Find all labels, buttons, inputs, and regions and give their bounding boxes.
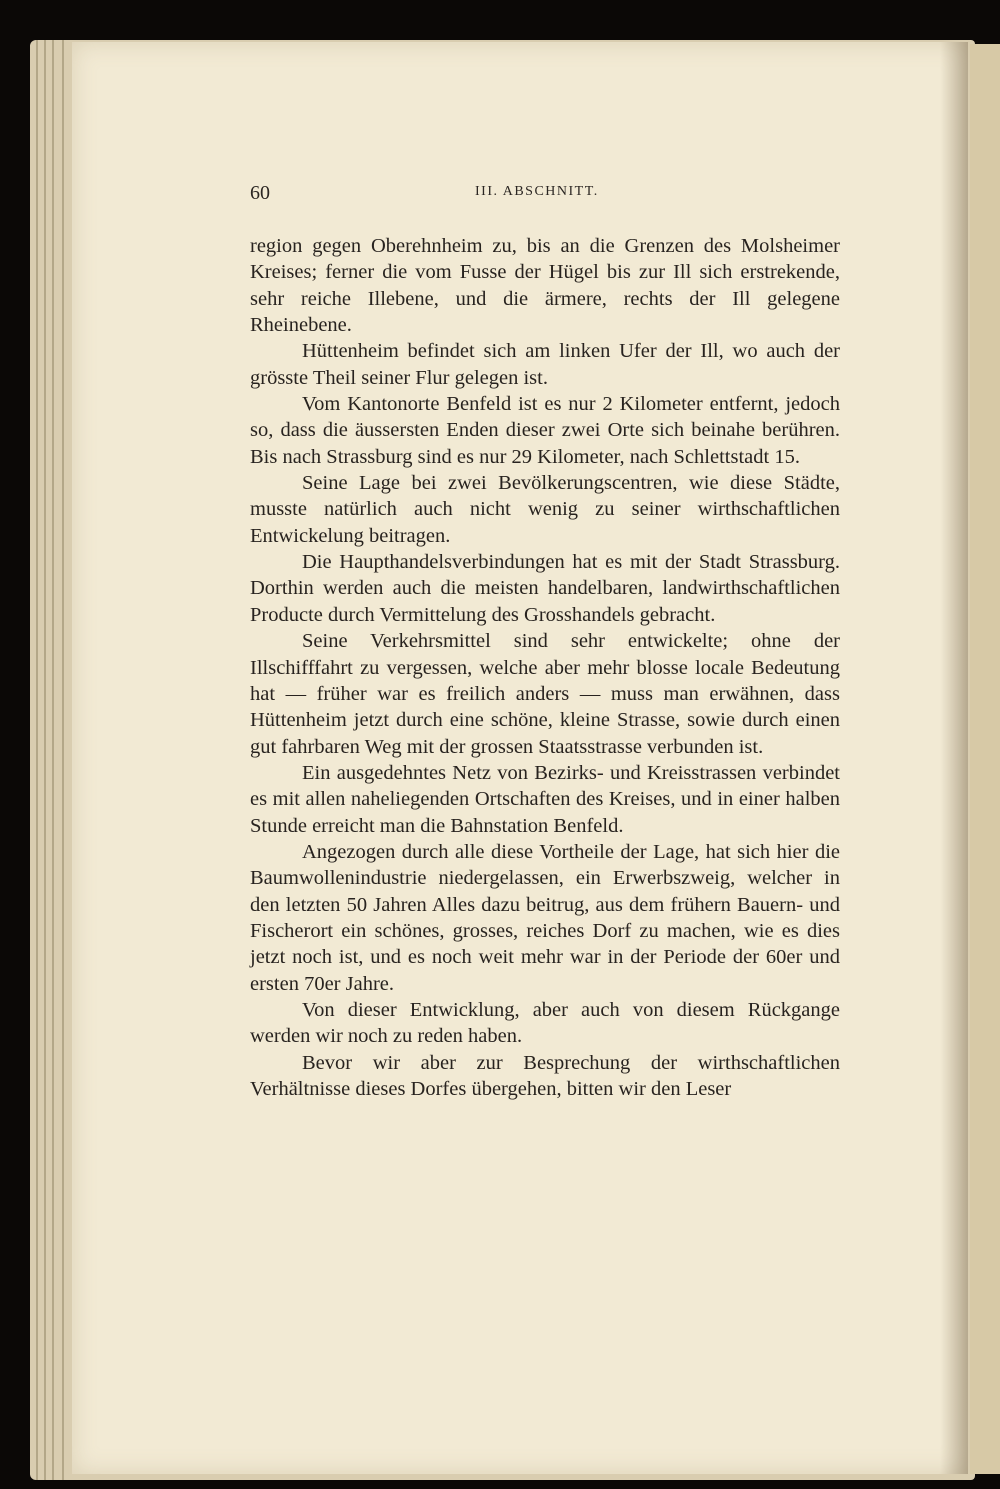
paragraph: Die Haupthandelsverbindungen hat es mit der Stadt Strassburg. Dorthin werden auch die meisten handelbaren, landwirthschaftlichen Producte durch Vermittelung des Grosshandels gebracht. xyxy=(250,551,840,626)
paragraph: Seine Lage bei zwei Bevölkerungscentren, wie diese Städte, musste natürlich auch nicht wenig zu seiner wirthschaftlichen Entwickelung beitragen. xyxy=(250,472,840,547)
page-edge xyxy=(36,40,38,1480)
section-title: III. ABSCHNITT. xyxy=(475,184,599,199)
page-edge xyxy=(62,40,64,1480)
paragraph: Ein ausgedehntes Netz von Bezirks- und Kreisstrassen verbindet es mit allen naheliegenden Ortschaften des Kreises, und in einer halben Stunde erreicht man die Bahnstation Benfeld. xyxy=(250,761,840,837)
paragraph: Von dieser Entwicklung, aber auch von diesem Rückgange werden wir noch zu reden haben. xyxy=(250,998,840,1048)
gutter-shadow xyxy=(940,42,968,1474)
paragraph: Bevor wir aber zur Besprechung der wirthschaftlichen Verhältnisse dieses Dorfes übergehen, bitten wir den Leser xyxy=(250,1051,840,1100)
running-head xyxy=(250,182,840,212)
paragraph: region gegen Oberehnheim zu, bis an die Grenzen des Molsheimer Kreises; ferner die vom Fusse der Hügel bis zur Ill sich erstrekende, sehr reiche Illebene, und die ärmere, rechts der Ill gelegene Rheinebene. xyxy=(250,235,840,337)
paragraph: Hüttenheim befindet sich am linken Ufer der Ill, wo auch der grösste Theil seiner Flur gelegen ist. xyxy=(250,340,840,389)
page-edge xyxy=(44,40,46,1480)
page-edge xyxy=(52,40,54,1480)
paragraph: Seine Verkehrsmittel sind sehr entwickelte; ohne der Illschifffahrt zu vergessen, welche aber mehr blosse locale Bedeutung hat — früher war es freilich anders — muss man erwähnen, dass Hüttenheim jetzt durch eine schöne, kleine Strasse, sowie durch einen gut fahrbaren Weg mit der grossen Staatsstrasse verbunden ist. xyxy=(250,630,840,758)
facing-page-edge xyxy=(970,44,1000,1474)
text-body xyxy=(250,233,840,1102)
paragraph: Angezogen durch alle diese Vortheile der Lage, hat sich hier die Baumwollenindustrie niedergelassen, ein Erwerbszweig, welcher in den letzten 50 Jahren Alles dazu beitrug, aus dem frühern Bauern- und Fischerort ein schönes, grosses, reiches Dorf zu machen, wie es dies jetzt noch ist, und es noch weit mehr war in der Periode der 60er und ersten 70er Jahre. xyxy=(250,840,840,995)
paragraph: Vom Kantonorte Benfeld ist es nur 2 Kilometer entfernt, jedoch so, dass die äussersten Enden dieser zwei Orte sich beinahe berühren. Bis nach Strassburg sind es nur 29 Kilometer, nach Schlettstadt 15. xyxy=(250,393,840,468)
page-number: 60 xyxy=(250,182,270,204)
